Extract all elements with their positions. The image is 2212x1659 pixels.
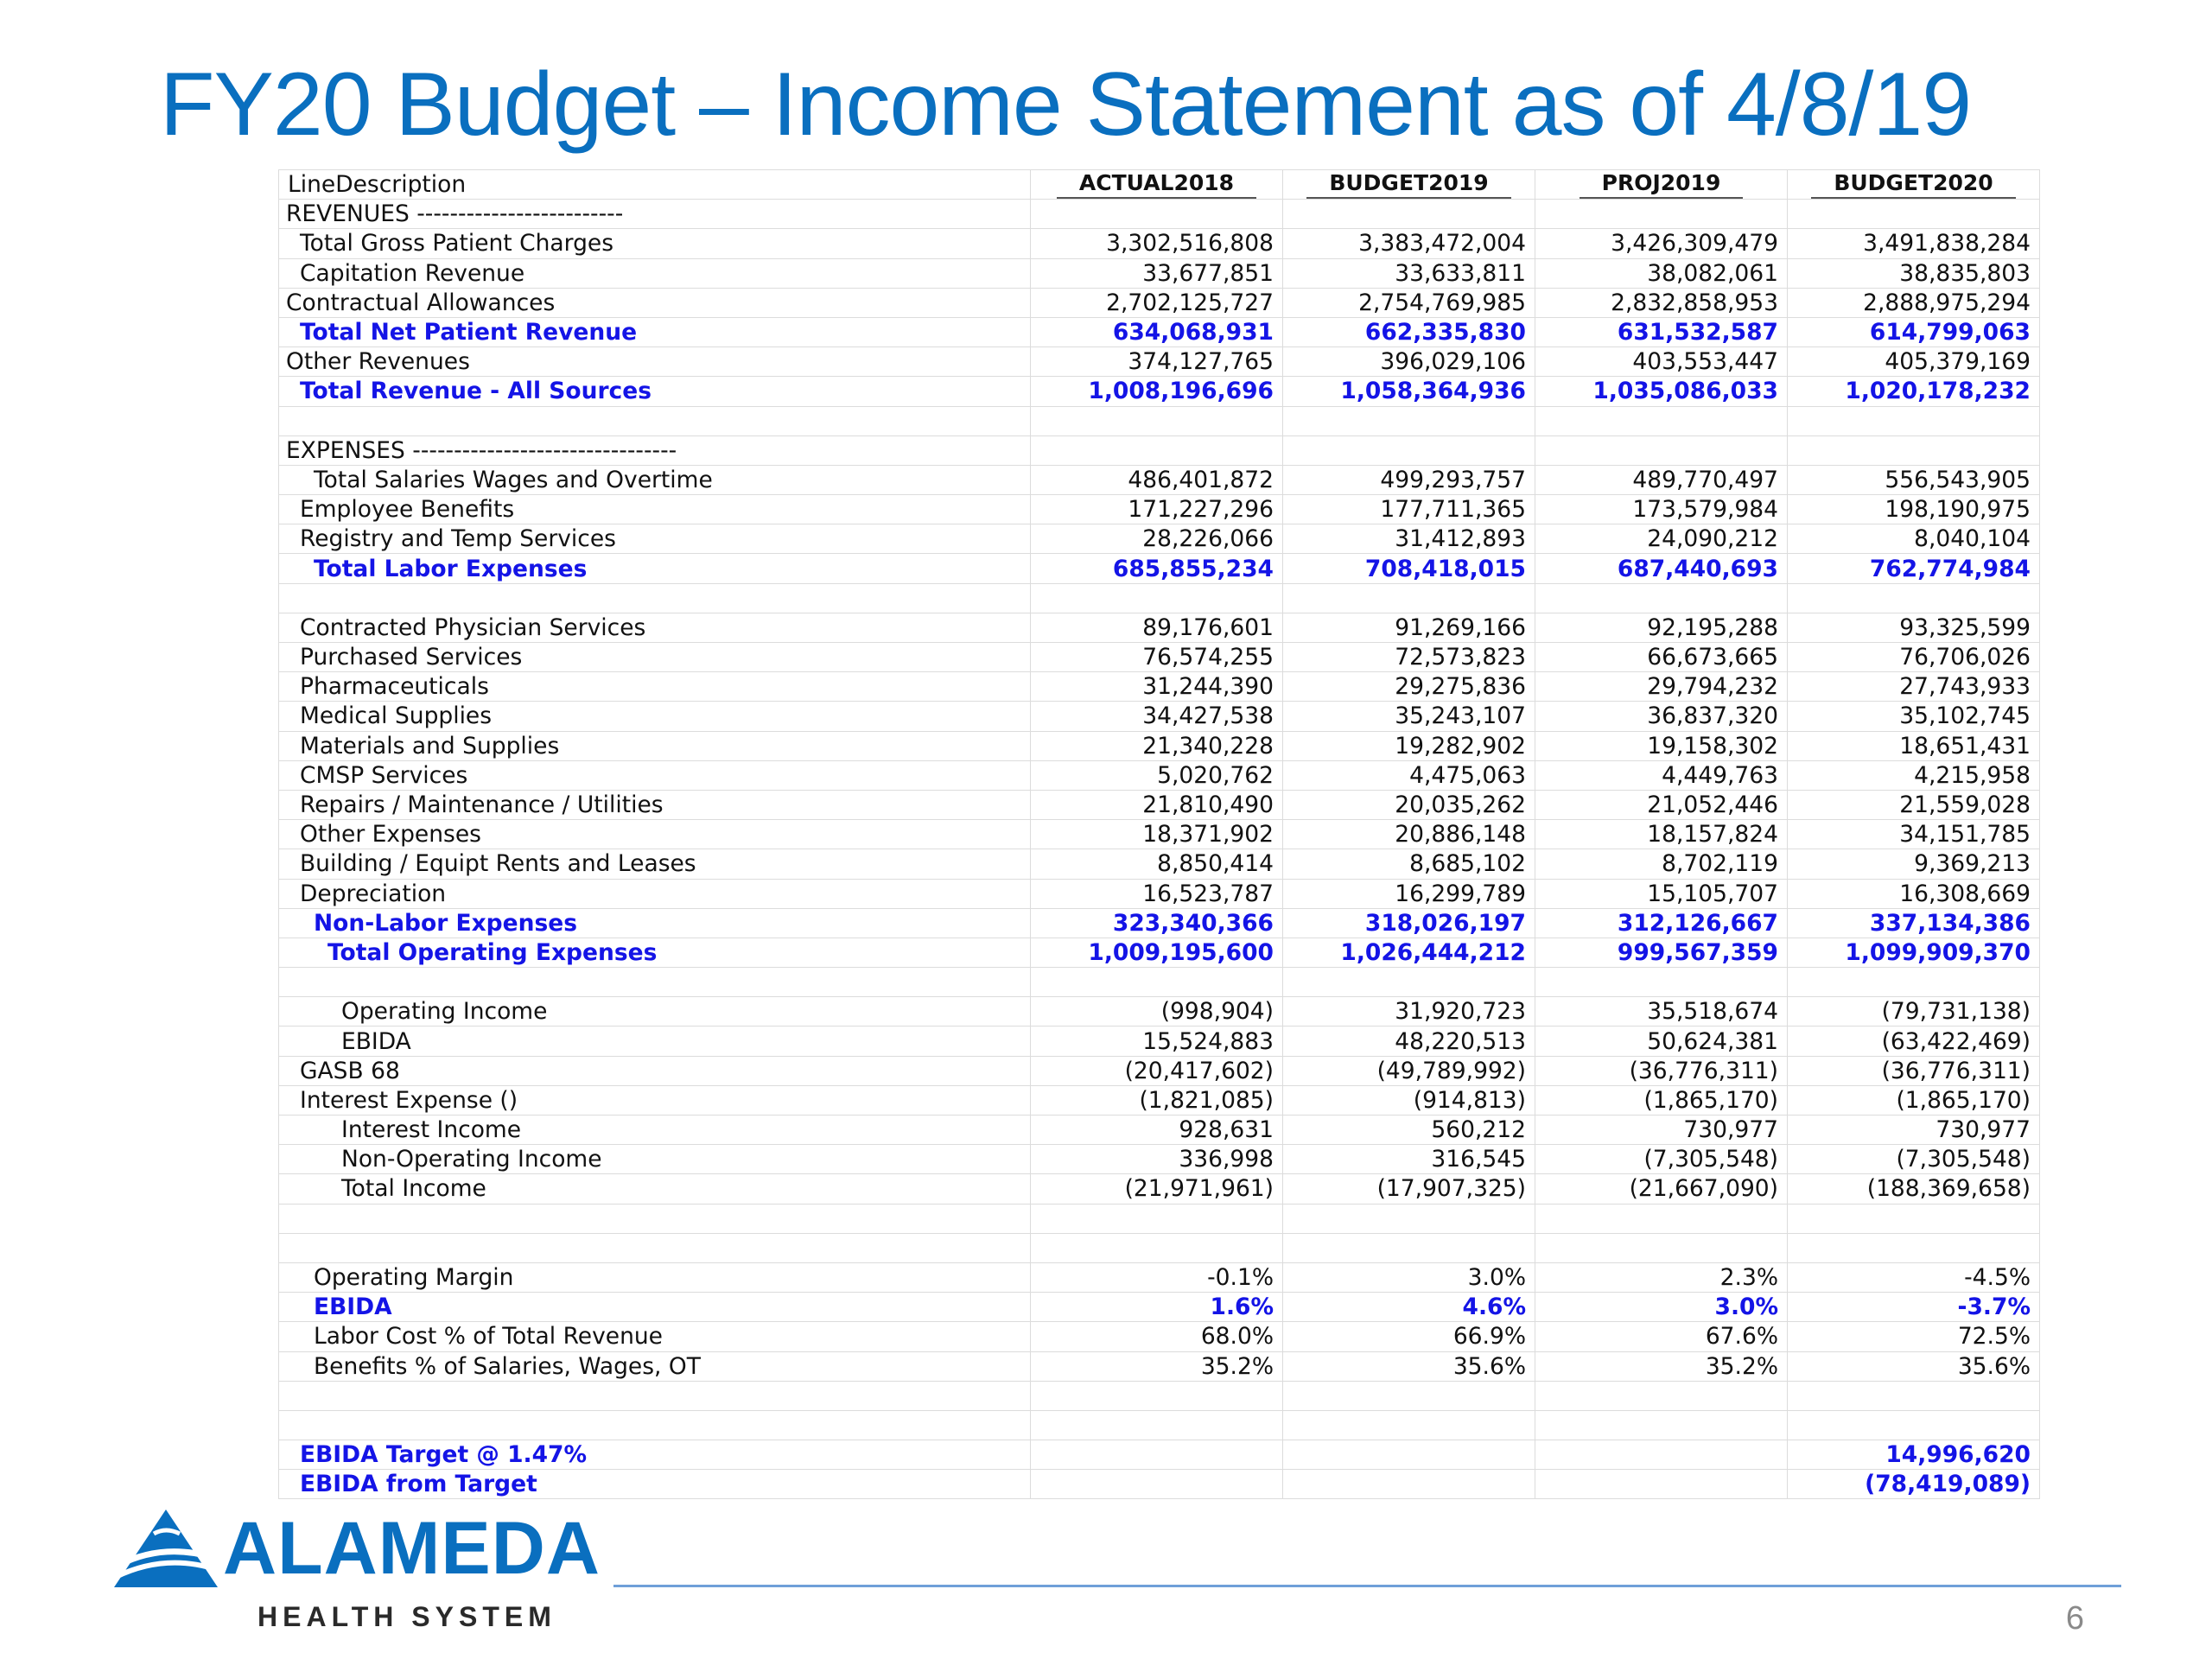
row-value-budget2019: 2,754,769,985 (1283, 288, 1535, 317)
row-value-actual2018 (1031, 1470, 1283, 1499)
row-label: Pharmaceuticals (279, 672, 1031, 702)
row-value-actual2018: (998,904) (1031, 997, 1283, 1027)
row-value-budget2020: 76,706,026 (1788, 643, 2040, 672)
row-label: GASB 68 (279, 1056, 1031, 1085)
row-value-actual2018 (1031, 583, 1283, 613)
row-value-proj2019: 312,126,667 (1535, 908, 1788, 938)
row-label: Capitation Revenue (279, 258, 1031, 288)
table-row (279, 938, 2040, 967)
row-value-actual2018: 35.2% (1031, 1351, 1283, 1381)
row-value-budget2020 (1788, 406, 2040, 435)
row-value-budget2019 (1283, 1233, 1535, 1262)
row-label: Total Income (279, 1174, 1031, 1204)
table-row (279, 1262, 2040, 1292)
row-value-actual2018: 685,855,234 (1031, 554, 1283, 583)
row-value-budget2019: 31,920,723 (1283, 997, 1535, 1027)
row-value-actual2018: 634,068,931 (1031, 317, 1283, 346)
row-value-actual2018: 171,227,296 (1031, 495, 1283, 524)
row-label: Other Revenues (279, 347, 1031, 377)
row-label: Interest Income (279, 1116, 1031, 1145)
row-label (279, 406, 1031, 435)
row-value-proj2019: 3.0% (1535, 1293, 1788, 1322)
row-label (279, 968, 1031, 997)
row-value-actual2018: (20,417,602) (1031, 1056, 1283, 1085)
row-value-budget2020 (1788, 968, 2040, 997)
row-value-budget2020: 35,102,745 (1788, 702, 2040, 731)
row-value-budget2020: (188,369,658) (1788, 1174, 2040, 1204)
row-value-proj2019 (1535, 968, 1788, 997)
row-value-budget2019: 1,026,444,212 (1283, 938, 1535, 967)
row-value-budget2019 (1283, 200, 1535, 229)
row-label: EBIDA from Target (279, 1470, 1031, 1499)
row-value-proj2019 (1535, 200, 1788, 229)
row-value-actual2018: 16,523,787 (1031, 879, 1283, 908)
row-value-proj2019: (36,776,311) (1535, 1056, 1788, 1085)
column-header-label: PROJ2019 (1580, 170, 1744, 199)
row-value-budget2019: 29,275,836 (1283, 672, 1535, 702)
row-value-budget2019: 35.6% (1283, 1351, 1535, 1381)
row-label: CMSP Services (279, 760, 1031, 790)
table-row (279, 465, 2040, 494)
row-value-actual2018: 21,810,490 (1031, 790, 1283, 819)
row-value-proj2019: 36,837,320 (1535, 702, 1788, 731)
row-value-budget2020: (78,419,089) (1788, 1470, 2040, 1499)
row-value-proj2019: 730,977 (1535, 1116, 1788, 1145)
row-value-actual2018: 336,998 (1031, 1145, 1283, 1174)
row-value-actual2018: 89,176,601 (1031, 613, 1283, 642)
table-row (279, 1293, 2040, 1322)
row-label: Total Revenue - All Sources (279, 377, 1031, 406)
table-row (279, 790, 2040, 819)
table-row (279, 583, 2040, 613)
row-value-budget2019 (1283, 435, 1535, 465)
row-label: Purchased Services (279, 643, 1031, 672)
row-value-proj2019 (1535, 1381, 1788, 1410)
table-row (279, 406, 2040, 435)
table-row (279, 613, 2040, 642)
row-label: EBIDA (279, 1027, 1031, 1056)
row-value-budget2020 (1788, 1381, 2040, 1410)
row-value-budget2020: -4.5% (1788, 1262, 2040, 1292)
row-value-actual2018 (1031, 200, 1283, 229)
row-value-actual2018: 3,302,516,808 (1031, 229, 1283, 258)
row-value-actual2018: 928,631 (1031, 1116, 1283, 1145)
row-value-budget2019 (1283, 583, 1535, 613)
row-value-budget2020: 16,308,669 (1788, 879, 2040, 908)
row-value-proj2019: (21,667,090) (1535, 1174, 1788, 1204)
row-value-budget2020: 27,743,933 (1788, 672, 2040, 702)
row-value-proj2019: 38,082,061 (1535, 258, 1788, 288)
row-value-budget2019 (1283, 1381, 1535, 1410)
table-row (279, 1204, 2040, 1233)
row-value-budget2020: 2,888,975,294 (1788, 288, 2040, 317)
row-value-budget2019: 33,633,811 (1283, 258, 1535, 288)
column-header-line-description: LineDescription (279, 170, 1031, 200)
slide-title: FY20 Budget – Income Statement as of 4/8/19 (160, 54, 1972, 155)
row-value-proj2019: 489,770,497 (1535, 465, 1788, 494)
column-header-budget2019 (1283, 170, 1535, 200)
row-value-budget2020: 3,491,838,284 (1788, 229, 2040, 258)
row-value-budget2020: (79,731,138) (1788, 997, 2040, 1027)
row-value-budget2020: 4,215,958 (1788, 760, 2040, 790)
row-value-actual2018 (1031, 435, 1283, 465)
row-value-actual2018 (1031, 1410, 1283, 1440)
row-value-budget2020 (1788, 583, 2040, 613)
table-row (279, 1085, 2040, 1115)
table-row (279, 377, 2040, 406)
row-label: Medical Supplies (279, 702, 1031, 731)
row-value-actual2018: 8,850,414 (1031, 849, 1283, 879)
column-header-proj2019 (1535, 170, 1788, 200)
logo-wordmark: ALAMEDA (223, 1507, 601, 1590)
row-value-proj2019 (1535, 583, 1788, 613)
table-header-row (279, 170, 2040, 200)
row-value-proj2019: 1,035,086,033 (1535, 377, 1788, 406)
row-value-budget2019: 3,383,472,004 (1283, 229, 1535, 258)
row-value-actual2018: 34,427,538 (1031, 702, 1283, 731)
table-row (279, 435, 2040, 465)
row-value-proj2019: 8,702,119 (1535, 849, 1788, 879)
table-row (279, 495, 2040, 524)
row-value-budget2019: 19,282,902 (1283, 731, 1535, 760)
column-header-label: ACTUAL2018 (1057, 170, 1256, 199)
row-value-budget2019: 3.0% (1283, 1262, 1535, 1292)
row-value-budget2020: 35.6% (1788, 1351, 2040, 1381)
row-value-budget2019: 20,035,262 (1283, 790, 1535, 819)
row-value-proj2019: 35,518,674 (1535, 997, 1788, 1027)
row-value-actual2018: 5,020,762 (1031, 760, 1283, 790)
table-row (279, 672, 2040, 702)
row-value-budget2020: (63,422,469) (1788, 1027, 2040, 1056)
row-label: Non-Operating Income (279, 1145, 1031, 1174)
row-value-proj2019 (1535, 406, 1788, 435)
row-value-proj2019 (1535, 1410, 1788, 1440)
table-row (279, 1027, 2040, 1056)
row-value-proj2019: 4,449,763 (1535, 760, 1788, 790)
row-value-budget2019: (49,789,992) (1283, 1056, 1535, 1085)
row-label: Labor Cost % of Total Revenue (279, 1322, 1031, 1351)
income-statement-table (278, 169, 2040, 1499)
page-number: 6 (2065, 1600, 2084, 1637)
row-value-budget2020: 14,996,620 (1788, 1440, 2040, 1470)
row-value-budget2020: -3.7% (1788, 1293, 2040, 1322)
row-label: Repairs / Maintenance / Utilities (279, 790, 1031, 819)
row-value-proj2019: 67.6% (1535, 1322, 1788, 1351)
row-label: REVENUES ------------------------- (279, 200, 1031, 229)
row-label: Non-Labor Expenses (279, 908, 1031, 938)
row-value-budget2019: (17,907,325) (1283, 1174, 1535, 1204)
row-value-budget2019: 91,269,166 (1283, 613, 1535, 642)
row-value-budget2019: 1,058,364,936 (1283, 377, 1535, 406)
column-header-label: BUDGET2019 (1306, 170, 1510, 199)
table-row (279, 1116, 2040, 1145)
row-value-actual2018: 33,677,851 (1031, 258, 1283, 288)
row-value-budget2020: 730,977 (1788, 1116, 2040, 1145)
row-value-budget2020: 72.5% (1788, 1322, 2040, 1351)
row-value-budget2019 (1283, 1410, 1535, 1440)
row-value-actual2018: 31,244,390 (1031, 672, 1283, 702)
row-value-budget2019 (1283, 968, 1535, 997)
row-value-budget2019: 396,029,106 (1283, 347, 1535, 377)
row-value-budget2019: 499,293,757 (1283, 465, 1535, 494)
row-value-budget2019: 4.6% (1283, 1293, 1535, 1322)
row-label: EBIDA (279, 1293, 1031, 1322)
table-row (279, 288, 2040, 317)
row-value-budget2019: 316,545 (1283, 1145, 1535, 1174)
table-row (279, 229, 2040, 258)
row-value-actual2018: -0.1% (1031, 1262, 1283, 1292)
row-value-budget2020: 1,020,178,232 (1788, 377, 2040, 406)
logo-tagline: HEALTH SYSTEM (257, 1601, 556, 1632)
row-label: Benefits % of Salaries, Wages, OT (279, 1351, 1031, 1381)
row-label: Total Salaries Wages and Overtime (279, 465, 1031, 494)
row-value-budget2020: 1,099,909,370 (1788, 938, 2040, 967)
logo-mark-icon (112, 1508, 220, 1594)
row-value-actual2018: (21,971,961) (1031, 1174, 1283, 1204)
row-value-budget2019: 8,685,102 (1283, 849, 1535, 879)
row-value-proj2019: 24,090,212 (1535, 524, 1788, 554)
row-value-actual2018 (1031, 1233, 1283, 1262)
row-value-actual2018: 323,340,366 (1031, 908, 1283, 938)
row-value-budget2019: 48,220,513 (1283, 1027, 1535, 1056)
row-label (279, 1410, 1031, 1440)
row-label: Building / Equipt Rents and Leases (279, 849, 1031, 879)
row-value-proj2019: 3,426,309,479 (1535, 229, 1788, 258)
column-header-budget2020 (1788, 170, 2040, 200)
table-row (279, 524, 2040, 554)
footer-divider (613, 1585, 2121, 1587)
row-value-proj2019 (1535, 1233, 1788, 1262)
table-row (279, 1470, 2040, 1499)
row-value-proj2019: 35.2% (1535, 1351, 1788, 1381)
table-row (279, 908, 2040, 938)
row-value-budget2019 (1283, 406, 1535, 435)
row-value-proj2019: 403,553,447 (1535, 347, 1788, 377)
table-row (279, 554, 2040, 583)
table-body (279, 200, 2040, 1499)
row-value-proj2019 (1535, 1204, 1788, 1233)
row-value-proj2019: 999,567,359 (1535, 938, 1788, 967)
row-value-proj2019: 21,052,446 (1535, 790, 1788, 819)
row-label (279, 1233, 1031, 1262)
alameda-health-system-logo (112, 1508, 605, 1637)
row-value-budget2019: (914,813) (1283, 1085, 1535, 1115)
table-row (279, 997, 2040, 1027)
row-value-proj2019: 687,440,693 (1535, 554, 1788, 583)
row-value-proj2019: 15,105,707 (1535, 879, 1788, 908)
row-value-budget2019: 708,418,015 (1283, 554, 1535, 583)
row-value-proj2019: 92,195,288 (1535, 613, 1788, 642)
row-value-proj2019 (1535, 1440, 1788, 1470)
row-value-actual2018 (1031, 406, 1283, 435)
row-value-budget2019: 16,299,789 (1283, 879, 1535, 908)
row-value-budget2020: 556,543,905 (1788, 465, 2040, 494)
row-label: Total Net Patient Revenue (279, 317, 1031, 346)
row-value-actual2018: 18,371,902 (1031, 820, 1283, 849)
row-label (279, 1381, 1031, 1410)
table-row (279, 1351, 2040, 1381)
row-label: Interest Expense () (279, 1085, 1031, 1115)
row-label (279, 1204, 1031, 1233)
row-value-budget2019 (1283, 1470, 1535, 1499)
row-label: EBIDA Target @ 1.47% (279, 1440, 1031, 1470)
row-value-budget2019: 177,711,365 (1283, 495, 1535, 524)
row-value-proj2019: 2.3% (1535, 1262, 1788, 1292)
row-value-budget2019: 4,475,063 (1283, 760, 1535, 790)
table-row (279, 879, 2040, 908)
row-value-actual2018: 1,009,195,600 (1031, 938, 1283, 967)
table-row (279, 1174, 2040, 1204)
row-value-actual2018: 15,524,883 (1031, 1027, 1283, 1056)
row-label: Other Expenses (279, 820, 1031, 849)
row-label: Contracted Physician Services (279, 613, 1031, 642)
table-row (279, 702, 2040, 731)
row-label: Operating Income (279, 997, 1031, 1027)
row-value-proj2019 (1535, 435, 1788, 465)
row-value-proj2019: 19,158,302 (1535, 731, 1788, 760)
row-value-actual2018: 76,574,255 (1031, 643, 1283, 672)
row-value-actual2018: (1,821,085) (1031, 1085, 1283, 1115)
row-label: Total Labor Expenses (279, 554, 1031, 583)
row-value-proj2019: 173,579,984 (1535, 495, 1788, 524)
row-value-actual2018 (1031, 1440, 1283, 1470)
row-value-budget2019: 560,212 (1283, 1116, 1535, 1145)
row-value-proj2019: 66,673,665 (1535, 643, 1788, 672)
table-row (279, 1410, 2040, 1440)
row-value-actual2018: 2,702,125,727 (1031, 288, 1283, 317)
row-value-budget2020: 38,835,803 (1788, 258, 2040, 288)
row-value-budget2020: 9,369,213 (1788, 849, 2040, 879)
row-value-budget2020: 405,379,169 (1788, 347, 2040, 377)
table-row (279, 643, 2040, 672)
row-value-budget2019: 20,886,148 (1283, 820, 1535, 849)
table-row (279, 1381, 2040, 1410)
row-value-budget2020: (7,305,548) (1788, 1145, 2040, 1174)
row-value-budget2019 (1283, 1440, 1535, 1470)
row-value-budget2020: 762,774,984 (1788, 554, 2040, 583)
row-value-proj2019: (1,865,170) (1535, 1085, 1788, 1115)
table-row (279, 968, 2040, 997)
row-value-budget2019: 662,335,830 (1283, 317, 1535, 346)
row-value-actual2018: 486,401,872 (1031, 465, 1283, 494)
table-row (279, 200, 2040, 229)
income-statement-table-container (278, 169, 2039, 1499)
row-value-budget2019: 35,243,107 (1283, 702, 1535, 731)
row-value-budget2020 (1788, 1233, 2040, 1262)
row-label: Materials and Supplies (279, 731, 1031, 760)
row-label: Depreciation (279, 879, 1031, 908)
row-value-actual2018 (1031, 1381, 1283, 1410)
row-value-proj2019: 631,532,587 (1535, 317, 1788, 346)
row-value-budget2020: 34,151,785 (1788, 820, 2040, 849)
table-row (279, 849, 2040, 879)
row-value-budget2020 (1788, 1204, 2040, 1233)
row-label: Registry and Temp Services (279, 524, 1031, 554)
column-header-actual2018 (1031, 170, 1283, 200)
row-label: Total Gross Patient Charges (279, 229, 1031, 258)
row-label: Operating Margin (279, 1262, 1031, 1292)
table-row (279, 1440, 2040, 1470)
row-value-budget2020 (1788, 200, 2040, 229)
row-value-budget2020: 18,651,431 (1788, 731, 2040, 760)
column-header-label: BUDGET2020 (1811, 170, 2015, 199)
row-label: Total Operating Expenses (279, 938, 1031, 967)
row-value-actual2018: 28,226,066 (1031, 524, 1283, 554)
row-value-actual2018: 68.0% (1031, 1322, 1283, 1351)
row-value-budget2019: 66.9% (1283, 1322, 1535, 1351)
row-value-budget2020: (1,865,170) (1788, 1085, 2040, 1115)
table-row (279, 731, 2040, 760)
row-value-budget2019: 318,026,197 (1283, 908, 1535, 938)
table-row (279, 347, 2040, 377)
row-value-actual2018: 21,340,228 (1031, 731, 1283, 760)
row-value-budget2020: 198,190,975 (1788, 495, 2040, 524)
table-row (279, 1056, 2040, 1085)
row-value-actual2018: 1,008,196,696 (1031, 377, 1283, 406)
row-value-proj2019: (7,305,548) (1535, 1145, 1788, 1174)
table-row (279, 258, 2040, 288)
row-value-budget2020: 21,559,028 (1788, 790, 2040, 819)
table-row (279, 1145, 2040, 1174)
row-label: Employee Benefits (279, 495, 1031, 524)
row-value-budget2020: 614,799,063 (1788, 317, 2040, 346)
row-value-budget2019: 72,573,823 (1283, 643, 1535, 672)
row-value-actual2018 (1031, 1204, 1283, 1233)
row-value-proj2019 (1535, 1470, 1788, 1499)
table-row (279, 820, 2040, 849)
row-value-budget2020: (36,776,311) (1788, 1056, 2040, 1085)
row-value-proj2019: 50,624,381 (1535, 1027, 1788, 1056)
table-row (279, 1322, 2040, 1351)
row-value-budget2020 (1788, 1410, 2040, 1440)
row-label: Contractual Allowances (279, 288, 1031, 317)
row-value-proj2019: 29,794,232 (1535, 672, 1788, 702)
row-label (279, 583, 1031, 613)
row-value-budget2019 (1283, 1204, 1535, 1233)
row-value-budget2020: 8,040,104 (1788, 524, 2040, 554)
row-value-proj2019: 18,157,824 (1535, 820, 1788, 849)
table-row (279, 317, 2040, 346)
row-value-budget2020: 337,134,386 (1788, 908, 2040, 938)
row-value-budget2020 (1788, 435, 2040, 465)
row-value-budget2020: 93,325,599 (1788, 613, 2040, 642)
row-value-proj2019: 2,832,858,953 (1535, 288, 1788, 317)
row-label: EXPENSES -------------------------------- (279, 435, 1031, 465)
row-value-actual2018: 374,127,765 (1031, 347, 1283, 377)
table-row (279, 1233, 2040, 1262)
table-row (279, 760, 2040, 790)
row-value-actual2018 (1031, 968, 1283, 997)
row-value-budget2019: 31,412,893 (1283, 524, 1535, 554)
row-value-actual2018: 1.6% (1031, 1293, 1283, 1322)
